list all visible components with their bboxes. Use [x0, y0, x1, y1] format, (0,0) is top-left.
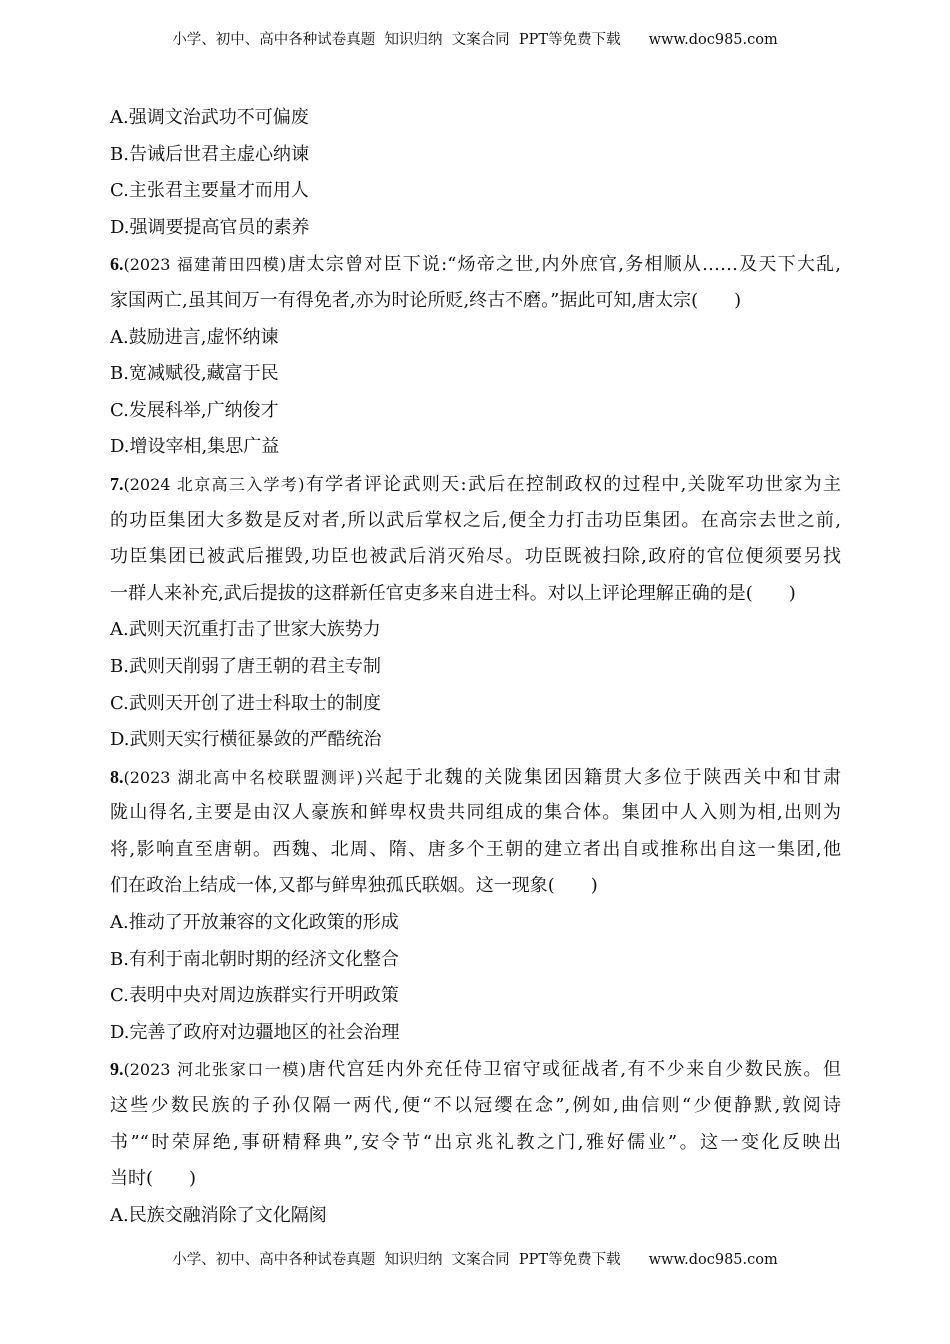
question-text: 唐代宫廷内外充任侍卫宿守或征战者,有不少来自少数民族。但: [306, 1059, 841, 1081]
question-number: 7: [110, 473, 119, 494]
question-text: 当时( ): [110, 1168, 197, 1190]
question-stem-line: [110, 868, 841, 905]
answer-option[interactable]: B.宽减赋役,藏富于民: [110, 363, 279, 385]
answer-option[interactable]: B.告诫后世君主虚心纳谏: [110, 143, 309, 165]
question-stem-line: [110, 1088, 841, 1125]
question-number-dot: .: [119, 254, 124, 275]
question-text: 家国两亡,虽其间万一有得免者,亦为时论所贬,终古不磨。”据此可知,唐太宗( ): [110, 289, 742, 311]
answer-option[interactable]: C.武则天开创了进士科取士的制度: [110, 692, 381, 714]
question-stem-line: [110, 539, 841, 576]
answer-option[interactable]: D.完善了政府对边疆地区的社会治理: [110, 1021, 400, 1043]
question-stem-line: [110, 466, 841, 503]
question-stem-line: [110, 246, 841, 283]
question-text: 陇山得名,主要是由汉人豪族和鲜卑权贵共同组成的集合体。集团中人入则为相,出则为: [110, 802, 841, 824]
footer-site-link[interactable]: www.doc985.com: [648, 1252, 778, 1268]
answer-option[interactable]: C.主张君主要量才而用人: [110, 180, 309, 202]
question-text: 将,影响直至唐朝。西魏、北周、隋、唐多个王朝的建立者出自或推称出自这一集团,他: [110, 838, 841, 860]
question-stem-line: [110, 283, 841, 320]
question-number-dot: .: [119, 473, 124, 494]
question-stem-line: [110, 576, 841, 613]
answer-option[interactable]: C.发展科举,广纳俊才: [110, 399, 279, 421]
question-text: 唐太宗曾对臣下说:“炀帝之世,内外庶官,务相顺从……及天下大乱,: [286, 254, 841, 276]
question-stem-line: [110, 759, 841, 796]
question-source: (2023 福建莆田四模): [123, 255, 287, 275]
question-stem-line: [110, 1161, 841, 1198]
question-number: 6: [110, 254, 119, 275]
answer-option[interactable]: A.鼓励进言,虚怀纳谏: [110, 326, 279, 348]
question-text: 们在政治上结成一体,又都与鲜卑独孤氏联姻。这一现象( ): [110, 875, 598, 897]
question-text: 这些少数民族的子孙仅隔一两代,便“不以冠缨在念”,例如,曲信则“少便静默,敦阅诗: [110, 1095, 841, 1117]
page-footer: [0, 1248, 950, 1269]
question-stem-line: [110, 1051, 841, 1088]
question-text: 书”“时荣屏绝,事研精释典”,安令节“出京兆礼教之门,雅好儒业”。这一变化反映出: [110, 1131, 841, 1153]
answer-option[interactable]: C.表明中央对周边族群实行开明政策: [110, 985, 399, 1007]
header-text: 小学、初中、高中各种试卷真题 知识归纳 文案合同 PPT等免费下载: [172, 32, 621, 48]
question-text: 的功臣集团大多数是反对者,所以武后掌权之后,便全力打击功臣集团。在高宗去世之前,: [110, 509, 841, 531]
answer-option[interactable]: A.民族交融消除了文化隔阂: [110, 1204, 327, 1226]
answer-option[interactable]: A.强调文治武功不可偏废: [110, 107, 309, 128]
header-site-link[interactable]: www.doc985.com: [648, 32, 778, 48]
page-header: [0, 28, 950, 49]
answer-option[interactable]: D.强调要提高官员的素养: [110, 216, 310, 238]
answer-option[interactable]: B.有利于南北朝时期的经济文化整合: [110, 948, 399, 970]
question-source: (2023 河北张家口一模): [123, 1060, 307, 1080]
question-stem-line: [110, 1125, 841, 1162]
question-text: 功臣集团已被武后摧毁,功臣也被武后消灭殆尽。功臣既被扫除,政府的官位便须要另找: [110, 546, 841, 568]
question-source: (2023 湖北高中名校联盟测评): [123, 767, 363, 787]
answer-option[interactable]: A.推动了开放兼容的文化政策的形成: [110, 912, 399, 934]
question-stem-line: [110, 503, 841, 540]
question-stem-line: [110, 832, 841, 869]
question-stem-line: [110, 795, 841, 832]
answer-option[interactable]: D.武则天实行横征暴敛的严酷统治: [110, 729, 382, 751]
answer-option[interactable]: D.增设宰相,集思广益: [110, 436, 280, 458]
question-number-dot: .: [119, 766, 124, 787]
answer-option[interactable]: A.武则天沉重打击了世家大族势力: [110, 619, 381, 641]
document-body: [110, 100, 841, 1234]
question-number: 8: [110, 766, 119, 787]
question-source: (2024 北京高三入学考): [123, 474, 305, 494]
question-text: 兴起于北魏的关陇集团因籍贯大多位于陕西关中和甘肃: [362, 766, 841, 788]
question-number-dot: .: [119, 1059, 124, 1080]
question-text: 有学者评论武则天:武后在控制政权的过程中,关陇军功世家为主: [304, 473, 841, 495]
question-text: 一群人来补充,武后提拔的这群新任官吏多来自进士科。对以上评论理解正确的是( ): [110, 582, 796, 604]
answer-option[interactable]: B.武则天削弱了唐王朝的君主专制: [110, 655, 381, 677]
question-number: 9: [110, 1059, 119, 1080]
footer-text: 小学、初中、高中各种试卷真题 知识归纳 文案合同 PPT等免费下载: [172, 1252, 621, 1268]
